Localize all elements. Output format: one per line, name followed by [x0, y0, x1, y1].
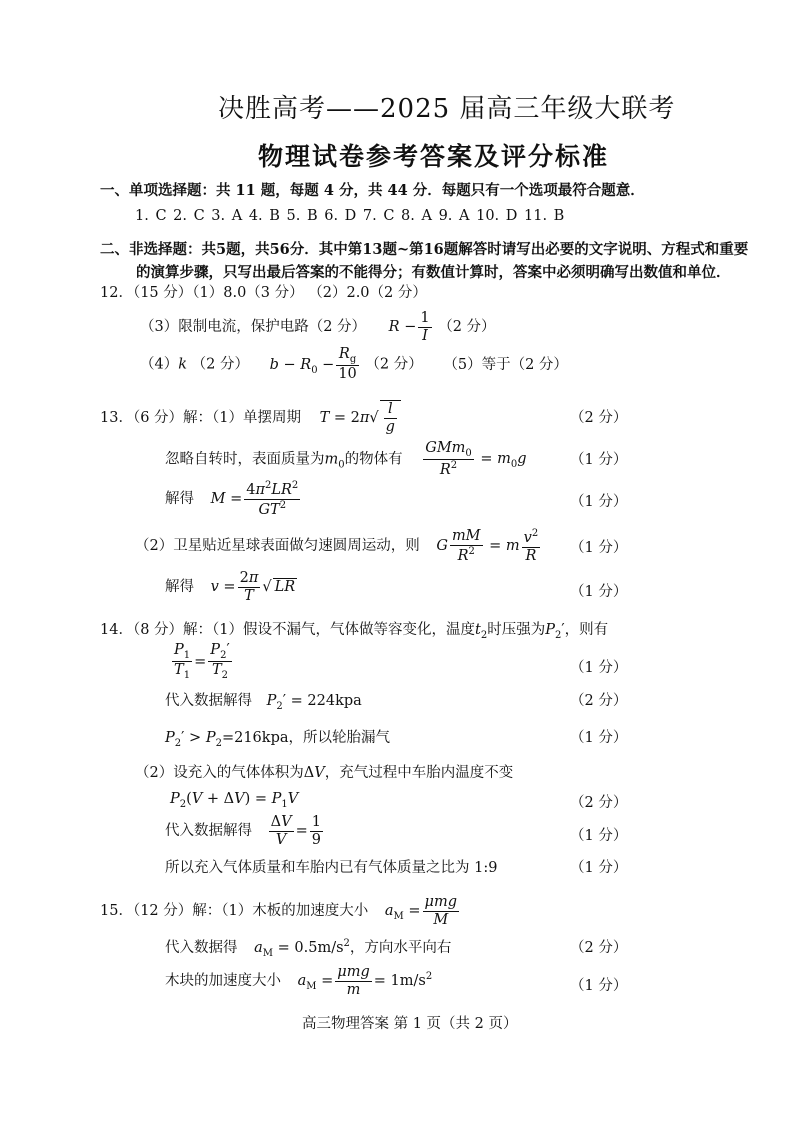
pendulum-period-formula: T = 2π√ $\frac{l}{g}$	[320, 410, 401, 426]
q12-part4: （4）k （2 分） $b - R_0$ − $\frac{R_g}{10}$ （2 分） （5）等于（2 分）	[140, 346, 568, 383]
q13-line3-score: （1 分）	[570, 494, 628, 510]
q14-line4-score: （1 分）	[570, 730, 628, 746]
q15-line2: 代入数据得 $a_M = 0.5m/s^2$，方向水平向右	[165, 938, 452, 959]
q14-line1-text: 14．（8 分）解：（1）假设不漏气，气体做等容变化，温度	[100, 622, 476, 638]
page-footer: 高三物理答案 第 1 页（共 2 页）	[302, 1016, 518, 1032]
q14-line7-score: （1 分）	[570, 828, 628, 844]
q12-part3	[140, 310, 496, 344]
q15-line3-score: （1 分）	[570, 978, 628, 994]
q13-line5-text: 解得	[165, 579, 194, 596]
q12-part4-score2: （2 分）	[365, 356, 423, 373]
q14-line1c-text: ，则有	[564, 622, 609, 638]
q13-line5-score: （1 分）	[570, 584, 628, 600]
q14-line4-text: =216kpa，所以轮胎漏气	[221, 730, 390, 746]
q13-line4	[135, 528, 542, 564]
q15-line3: 木块的加速度大小 $a_M$ = $\frac{\text{μmg}}{m}$ = $1m/s^2$	[165, 964, 433, 998]
q14-line6-score: （2 分）	[570, 795, 628, 811]
q15-line2b-text: ，方向水平向右	[349, 940, 452, 956]
q12-part4-score1: （2 分）	[191, 356, 249, 373]
q12-part3-text: （3）限制电流，保护电路（2 分）	[140, 319, 367, 336]
q13-line2-score: （1 分）	[570, 452, 628, 468]
q15-line2-text: 代入数据得	[165, 940, 238, 956]
mass-result-formula: M = $\frac{4\pi^2LR^2}{GT^2}$	[210, 480, 299, 518]
q14-line8-score: （1 分）	[570, 860, 628, 876]
q13-line3-text: 解得	[165, 491, 194, 507]
q14-pressure-value: 224kpa	[307, 693, 362, 709]
q12-part4-label: （4）	[140, 356, 179, 373]
document-subtitle: 物理试卷参考答案及评分标准	[258, 142, 610, 171]
q14-line5-text: （2）设充入的气体体积为	[135, 765, 304, 781]
q15-line1: 15．（12 分）解：（1）木板的加速度大小 $a_M$ = $\frac{\text{μmg}}{M}$	[100, 894, 457, 928]
q13-line3	[165, 480, 302, 518]
choice-answers: 1. C 2. C 3. A 4. B 5. B 6. D 7. C 8. A 9. A 10. D 11. B	[135, 208, 565, 224]
section2-heading-line2: 的演算步骤，只写出最后答案的不能得分；有数值计算时，答案中必须明确写出数值和单位．	[136, 264, 731, 281]
circular-motion-formula: G $\frac{mM}{R^2}$ = m $\frac{v^2}{R}$	[436, 528, 539, 564]
q12-part5: （5）等于（2 分）	[443, 356, 568, 373]
q13-line1-score: （2 分）	[570, 410, 628, 426]
q14-line1: 14．（8 分）解：（1）假设不漏气，气体做等容变化，温度$t_2$时压强为$P_2'$，则有	[100, 622, 609, 641]
isochoric-formula: $\frac{P_1}{T_1}$ = $\frac{P_2'}{T_2}$	[174, 642, 230, 682]
q13-line2b-text: 的物体有	[344, 451, 403, 468]
q14-line8: 所以充入气体质量和车胎内已有气体质量之比为 1:9	[165, 860, 498, 876]
q15-line2-score: （2 分）	[570, 940, 628, 956]
q14-line7: 代入数据解得 $\frac{\Delta V}{V}$ = $\frac{1}{9}$	[165, 814, 321, 848]
section1-heading: 一、单项选择题：共 11 题，每题 4 分，共 44 分．每题只有一个选项最符合题意．	[100, 182, 645, 199]
q14-line7-text: 代入数据解得	[165, 823, 252, 840]
q13-line2-text: 忽略自转时，表面质量为	[165, 451, 325, 468]
q14-eq1-score: （1 分）	[570, 660, 628, 676]
exam-title: 决胜高考——2025 届高三年级大联考	[218, 94, 676, 124]
q12-part4-formula: $b - R_0$ − $\frac{R_g}{10}$	[269, 346, 357, 383]
q12-part3-formula: R − $\frac{1}{I}$	[388, 310, 430, 344]
q12-line1: 12．（15 分）（1）8.0（3 分） （2）2.0（2 分）	[100, 285, 427, 301]
q14-line4: $P_2' > P_2=216kpa$，所以轮胎漏气	[165, 730, 390, 749]
q15-line3-text: 木块的加速度大小	[165, 973, 281, 990]
q14-line3-text: 代入数据解得	[165, 693, 252, 709]
q13-line1-text: 13．（6 分）解：（1）单摆周期	[100, 410, 302, 427]
section2-heading-line1: 二、非选择题：共5题，共56分．其中第13题~第16题解答时请写出必要的文字说明、方程式和重要	[100, 241, 749, 258]
gravity-formula: $\frac{GMm_0}{R^2}$ = $m_0g$	[425, 440, 527, 479]
q14-line3: 代入数据解得 $P_2' = 224kpa$	[165, 693, 362, 712]
q14-line3-score: （2 分）	[570, 693, 628, 709]
q13-line2: 忽略自转时，表面质量为$m_0$的物体有 $\frac{GMm_0}{R^2}$ = $m_0g$	[165, 440, 527, 479]
q12-part3-score: （2 分）	[438, 319, 496, 336]
boyle-formula: $P_2(V + \Delta V) = P_1V$	[170, 791, 299, 810]
velocity-result-formula: v = $\frac{2\pi}{T}$ √ LR	[210, 570, 296, 604]
q15-board-accel-value: = 0.5m/s	[277, 940, 344, 956]
q14-line5b-text: ，充气过程中车胎内温度不变	[324, 765, 514, 781]
q13-line5	[165, 570, 297, 604]
q15-line1-text: 15．（12 分）解：（1）木板的加速度大小	[100, 903, 369, 920]
q14-line1b-text: 时压强为	[487, 622, 546, 638]
q13-line4-score: （1 分）	[570, 540, 628, 556]
q13-line1	[100, 400, 401, 435]
q13-line4-text: （2）卫星贴近星球表面做匀速圆周运动，则	[135, 538, 420, 555]
q15-block-accel-value: = 1m/s	[373, 973, 426, 990]
q14-line5: （2）设充入的气体体积为ΔV，充气过程中车胎内温度不变	[135, 765, 514, 781]
